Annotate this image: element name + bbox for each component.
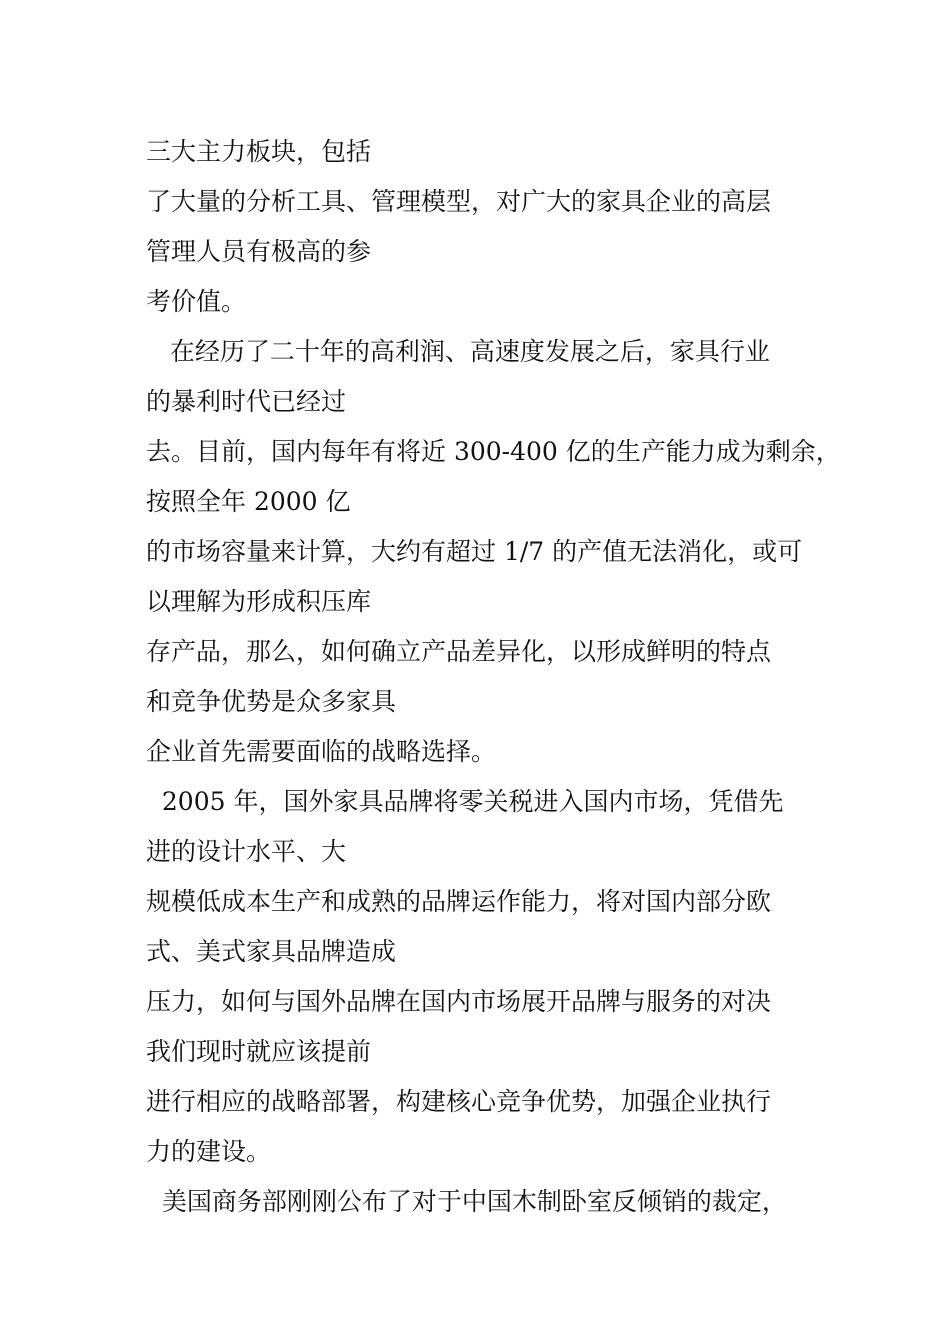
text-line: 以理解为形成积压库 [146,587,372,616]
text-line: 的市场容量来计算，大约有超过 1/7 的产值无法消化，或可 [146,537,803,566]
text-line: 进行相应的战略部署，构建核心竞争优势，加强企业执行 [146,1087,772,1116]
text-line: 三大主力板块，包括 [146,137,372,166]
text-line: 和竞争优势是众多家具 [146,687,397,716]
text-line: 去。目前，国内每年有将近 300-400 亿的生产能力成为剩余， [146,437,841,466]
text-line: 在经历了二十年的高利润、高速度发展之后，家具行业 [146,337,770,366]
text-line: 企业首先需要面临的战略选择。 [146,737,497,766]
text-line: 2005 年，国外家具品牌将零关税进入国内市场，凭借先 [146,787,784,816]
text-line: 按照全年 2000 亿 [146,487,351,516]
text-line: 管理人员有极高的参 [146,237,372,266]
text-line: 考价值。 [146,287,247,316]
text-line: 规模低成本生产和成熟的品牌运作能力，将对国内部分欧 [146,887,772,916]
text-line: 美国商务部刚刚公布了对于中国木制卧室反倾销的裁定， [146,1187,787,1216]
text-line: 式、美式家具品牌造成 [146,937,397,966]
text-line: 进的设计水平、大 [146,837,347,866]
document-body [146,127,846,1227]
text-line: 我们现时就应该提前 [146,1037,372,1066]
text-line: 了大量的分析工具、管理模型，对广大的家具企业的高层 [146,187,772,216]
text-line: 压力，如何与国外品牌在国内市场展开品牌与服务的对决 [146,987,772,1016]
text-line: 存产品，那么，如何确立产品差异化，以形成鲜明的特点 [146,637,772,666]
text-line: 力的建设。 [146,1137,272,1166]
text-line: 的暴利时代已经过 [146,387,347,416]
